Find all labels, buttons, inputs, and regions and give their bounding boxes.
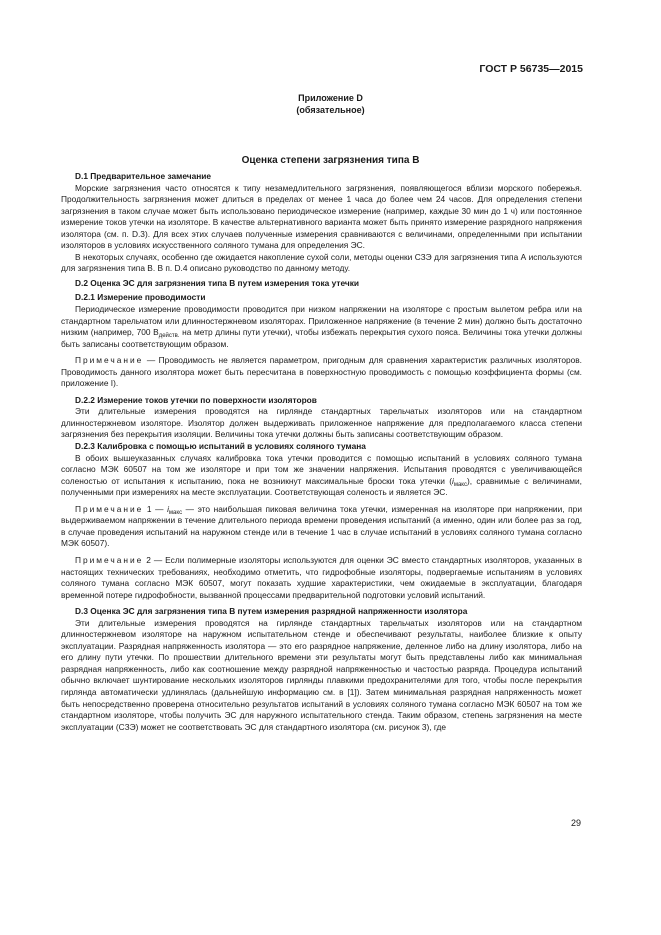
subscript: действ. (158, 333, 180, 340)
annex-heading (0, 92, 661, 116)
heading-d2: D.2 Оценка ЭС для загрязнения типа В путем измерения тока утечки (75, 277, 360, 288)
note-label: Примечание (75, 503, 144, 514)
note-number: 1 — (143, 503, 168, 514)
note-label: Примечание (75, 355, 144, 366)
paragraph-d2-3 (61, 453, 582, 499)
annex-status: (обязательное) (296, 105, 365, 115)
standard-header: ГОСТ Р 56735—2015 (479, 63, 583, 75)
heading-d2-3: D.2.3 Калибровка с помощью испытаний в условиях соляного тумана (75, 441, 366, 452)
paragraph-d1-2: В некоторых случаях, особенно где ожидается накопление сухой соли, методы оценки СЗЭ для загрязнения типа А используются для загрязнения типа В. В п. D.4 описано руководство по данному методу. (61, 251, 582, 274)
document-body (61, 171, 582, 733)
heading-d3: D.3 Оценка ЭС для загрязнения типа В путем измерения разрядной напряженности изолятора (75, 606, 468, 617)
section-title: Оценка степени загрязнения типа В (241, 155, 420, 166)
note-label: Примечание (75, 554, 144, 565)
paragraph-d2-1 (61, 304, 582, 350)
note-2 (61, 555, 582, 601)
heading-d2-2: D.2.2 Измерение токов утечки по поверхности изоляторов (75, 394, 317, 405)
paragraph-d1-1: Морские загрязнения часто относятся к типу незамедлительного загрязнения, появляющегося вблизи морского побережья. Продолжительность загрязнения может длиться в пределах от менее 1 часа до более чем 24 часов. Для определения степени загрязнения в таком случае может быть использовано периодическое измерение (например, каждые 30 мин до 1 ч) или постоянное измерение токов утечки на изоляторе. В качестве альтернативного варианта может быть принято измерение разрядного напряжения изолятора (см. п. D.3). Для всех этих случаев полученные измерения сравниваются с величинами, определенными при испытании изоляторов в условиях искусственного соляного тумана для определения ЭС. (61, 182, 582, 251)
text-part: на метр длины пути утечки), чтобы избежать перекрытия сухого пояса. Величины тока утечки должны быть записаны соответствующим образом. (61, 327, 583, 349)
page-number: 29 (570, 818, 581, 828)
heading-d2-1: D.2.1 Измерение проводимости (75, 292, 206, 303)
symbol-i: i (167, 503, 169, 514)
note-text: — Проводимость не является параметром, пригодным для сравнения характеристик различных изоляторов. Проводимость данного изолятора может быть пересчитана в поверхностную проводимость с помощью коэффициента формы (см. приложение I). (61, 355, 582, 389)
symbol-i: i (451, 475, 454, 486)
text-part: В обоих вышеуказанных случаях калибровка тока утечки проводится с помощью испытаний в условиях соляного тумана согласно МЭК 60507 на том же изоляторе и при том же значении напряжения. Испытания проводятся с увеличивающейся соленостью от испытания к испытанию, пока не возникнут максимальные броски тока утечки ( (61, 452, 582, 486)
note-text: — это наибольшая пиковая величина тока утечки, измеренная на изоляторе при напряжении, при выдерживаемом напряжении в течение длительного периода времени проведения испытаний (а именно, один или более раз за год, в случае проведения испытаний на наружном стенде или в течение 1 час в случае испытаний в условиях соляного тумана согласно МЭК 60507). (61, 503, 582, 549)
text-part: Периодическое измерение проводимости проводится при низком напряжении на изоляторе с простым вылетом ребра или на стандартном тарельчатом или длинностержневом изоляторах. Приложенное напряжение (в течение 2 мин) должно быть достаточно низким (например, 700 В (61, 304, 582, 338)
paragraph-d2-2: Эти длительные измерения проводятся на гирлянде стандартных тарельчатых изоляторов или на стандартном длинностержневом изоляторе. Изолятор должен выдерживать приложенное напряжение для предполагаемого класса степени загрязнения без перекрытия изоляции. Величины тока утечки должны быть записаны соответствующим образом. (61, 406, 582, 440)
note-text: 2 — Если полимерные изоляторы используются для оценки ЭС вместо стандартных изоляторов, указанных в настоящих технических требованиях, необходимо отметить, что гидрофобные изоляторы, подвергаемые испытаниям в условиях соляного тумана согласно МЭК 60507, могут показать худшие характеристики, чем ожидаемые в эксплуатации, благодаря временной потере гидрофобности, вызванной процессами предварительной подготовки условий испытаний. (61, 554, 582, 600)
annex-title: Приложение D (298, 93, 363, 103)
note-d2-1 (61, 355, 582, 390)
subscript: макс (168, 509, 183, 516)
heading-d1: D.1 Предварительное замечание (75, 171, 212, 181)
text-part: ), сравнимые с величинами, полученными при измерениях на месте эксплуатации. Соответствующая соленость и является ЭС. (61, 475, 582, 498)
note-1 (61, 504, 582, 550)
subscript: макс (453, 481, 467, 488)
paragraph-d3: Эти длительные измерения проводятся на гирлянде стандартных тарельчатых изоляторов или на стандартном длинностержневом изоляторе на наружном испытательном стенде и обеспечивают результаты, наиболее близкие к опыту эксплуатации. Разрядная напряженность изолятора — это его разрядное напряжение, деленное либо на длину изолятора, либо на его длину пути утечки. По прошествии длительного времени эти результаты могут быть представлены либо как минимальная разрядная напряженность, либо как соотношение между разрядной напряженностью и частостью разряда. Процедура испытаний обычно включает шунтирование нескольких изоляторов гирлянды плавкими предохранителями для того, чтобы после перекрытия гирлянда автоматически удлинялась (дальнейшую информацию см. в [1]). Затем минимальная разрядная напряженность может быть непосредственно проверена относительно результатов испытаний в условиях соляного тумана согласно МЭК 60507 на том же стандартном изоляторе, чтобы получить ЭС для наружного испытательного стенда. Таким образом, степень загрязнения на месте эксплуатации (СЗЭ) может не соответствовать ЭС для стандартного изолятора (см. рисунок 3), где (61, 617, 582, 732)
